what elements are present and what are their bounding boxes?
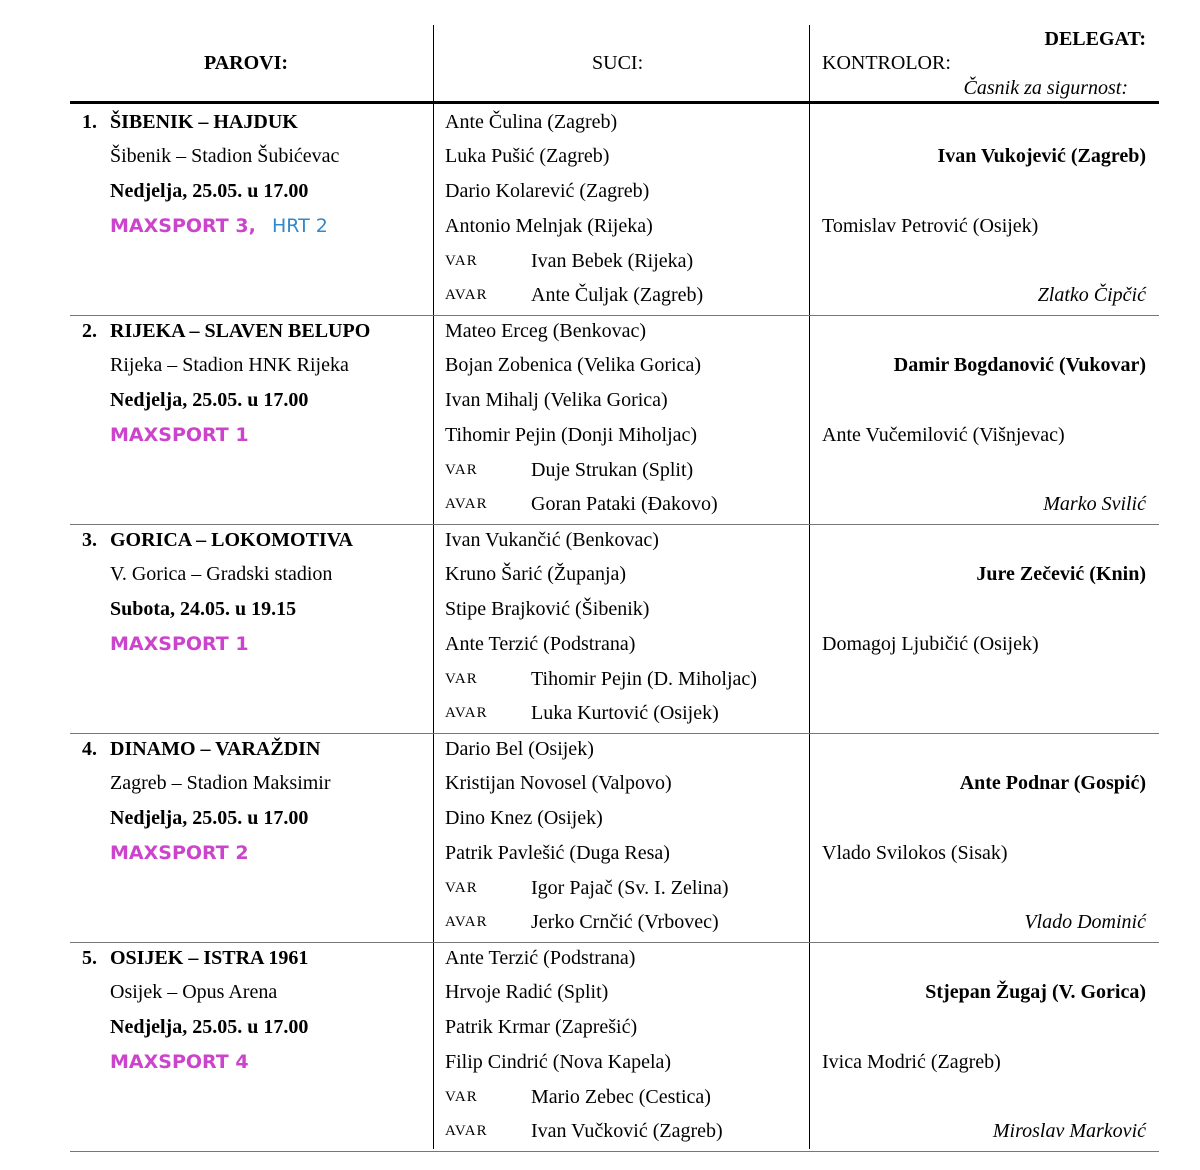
avar-referee: Luka Kurtović (Osijek) [531, 702, 719, 724]
row-divider [70, 733, 1159, 734]
match-date: Nedjelja, 25.05. u 17.00 [110, 1016, 309, 1038]
referee-main: Ante Čulina (Zagreb) [445, 111, 618, 133]
avar-referee: Jerko Crnčić (Vrbovec) [531, 911, 719, 933]
header-parovi: PAROVI: [204, 52, 289, 74]
row-divider [70, 524, 1159, 525]
referee-assistant-1: Bojan Zobenica (Velika Gorica) [445, 354, 702, 376]
header-divider [70, 101, 1159, 104]
var-referee: Tihomir Pejin (D. Miholjac) [531, 668, 757, 690]
match-date: Nedjelja, 25.05. u 17.00 [110, 807, 309, 829]
kontrolor-name: Vlado Svilokos (Sisak) [822, 842, 1008, 864]
match-date: Nedjelja, 25.05. u 17.00 [110, 389, 309, 411]
tv-channel: MAXSPORT 1 [110, 424, 249, 446]
match-teams: ŠIBENIK – HAJDUK [110, 111, 298, 133]
match-number: 1. [82, 111, 97, 133]
tv-channel: MAXSPORT 1 [110, 633, 249, 655]
column-separator [433, 25, 434, 1149]
referee-assistant-2: Stipe Brajković (Šibenik) [445, 598, 650, 620]
row-divider [70, 942, 1159, 943]
var-label: VAR [445, 462, 478, 478]
match-number: 3. [82, 529, 97, 551]
avar-label: AVAR [445, 1123, 488, 1139]
var-referee: Duje Strukan (Split) [531, 459, 694, 481]
var-referee: Igor Pajač (Sv. I. Zelina) [531, 877, 729, 899]
kontrolor-name: Ivica Modrić (Zagreb) [822, 1051, 1001, 1073]
casnik-name: Zlatko Čipčić [1037, 284, 1146, 306]
referee-assistant-2: Patrik Krmar (Zaprešić) [445, 1016, 638, 1038]
avar-label: AVAR [445, 914, 488, 930]
match-venue: V. Gorica – Gradski stadion [110, 563, 333, 585]
column-separator [809, 25, 810, 1149]
header-kontrolor: KONTROLOR: [822, 52, 951, 74]
avar-referee: Ivan Vučković (Zagreb) [531, 1120, 723, 1142]
referee-fourth: Filip Cindrić (Nova Kapela) [445, 1051, 672, 1073]
var-label: VAR [445, 880, 478, 896]
match-teams: DINAMO – VARAŽDIN [110, 738, 321, 760]
referee-assistant-2: Dino Knez (Osijek) [445, 807, 603, 829]
referee-main: Ante Terzić (Podstrana) [445, 947, 636, 969]
match-teams: GORICA – LOKOMOTIVA [110, 529, 353, 551]
referee-fourth: Ante Terzić (Podstrana) [445, 633, 636, 655]
referee-assistant-1: Kruno Šarić (Županja) [445, 563, 627, 585]
match-venue: Zagreb – Stadion Maksimir [110, 772, 331, 794]
referee-main: Mateo Erceg (Benkovac) [445, 320, 647, 342]
tv-channel: MAXSPORT 4 [110, 1051, 249, 1073]
referee-assistant-1: Kristijan Novosel (Valpovo) [445, 772, 672, 794]
delegat-name: Ivan Vukojević (Zagreb) [937, 145, 1146, 167]
avar-referee: Ante Čuljak (Zagreb) [531, 284, 704, 306]
match-number: 4. [82, 738, 97, 760]
referee-fourth: Tihomir Pejin (Donji Miholjac) [445, 424, 698, 446]
match-venue: Osijek – Opus Arena [110, 981, 278, 1003]
match-number: 2. [82, 320, 97, 342]
tv-channel: MAXSPORT 3, [110, 215, 256, 237]
var-referee: Ivan Bebek (Rijeka) [531, 250, 694, 272]
referee-main: Ivan Vukančić (Benkovac) [445, 529, 659, 551]
header-suci: SUCI: [592, 52, 644, 74]
delegat-name: Damir Bogdanović (Vukovar) [893, 354, 1146, 376]
tv-channel: MAXSPORT 2 [110, 842, 249, 864]
match-teams: OSIJEK – ISTRA 1961 [110, 947, 309, 969]
var-label: VAR [445, 1089, 478, 1105]
delegat-name: Ante Podnar (Gospić) [959, 772, 1146, 794]
avar-label: AVAR [445, 287, 488, 303]
row-divider [70, 315, 1159, 316]
referee-assistant-1: Hrvoje Radić (Split) [445, 981, 609, 1003]
delegat-name: Stjepan Žugaj (V. Gorica) [925, 981, 1146, 1003]
referee-assistant-1: Luka Pušić (Zagreb) [445, 145, 610, 167]
match-venue: Rijeka – Stadion HNK Rijeka [110, 354, 349, 376]
referee-fourth: Patrik Pavlešić (Duga Resa) [445, 842, 670, 864]
avar-label: AVAR [445, 705, 488, 721]
casnik-name: Marko Svilić [1043, 493, 1146, 515]
delegat-name: Jure Zečević (Knin) [976, 563, 1146, 585]
referee-assistant-2: Ivan Mihalj (Velika Gorica) [445, 389, 668, 411]
referee-main: Dario Bel (Osijek) [445, 738, 594, 760]
header-casnik: Časnik za sigurnost: [963, 77, 1128, 99]
avar-referee: Goran Pataki (Đakovo) [531, 493, 718, 515]
match-venue: Šibenik – Stadion Šubićevac [110, 145, 340, 167]
var-label: VAR [445, 671, 478, 687]
kontrolor-name: Ante Vučemilović (Višnjevac) [822, 424, 1065, 446]
match-date: Nedjelja, 25.05. u 17.00 [110, 180, 309, 202]
var-label: VAR [445, 253, 478, 269]
casnik-name: Vlado Dominić [1024, 911, 1146, 933]
match-number: 5. [82, 947, 97, 969]
kontrolor-name: Tomislav Petrović (Osijek) [822, 215, 1039, 237]
tv-channel-secondary: HRT 2 [272, 215, 328, 237]
match-teams: RIJEKA – SLAVEN BELUPO [110, 320, 371, 342]
match-date: Subota, 24.05. u 19.15 [110, 598, 297, 620]
referee-fourth: Antonio Melnjak (Rijeka) [445, 215, 653, 237]
avar-label: AVAR [445, 496, 488, 512]
kontrolor-name: Domagoj Ljubičić (Osijek) [822, 633, 1039, 655]
var-referee: Mario Zebec (Cestica) [531, 1086, 711, 1108]
header-delegat: DELEGAT: [1044, 28, 1146, 50]
referee-assistant-2: Dario Kolarević (Zagreb) [445, 180, 650, 202]
row-divider [70, 1151, 1159, 1152]
casnik-name: Miroslav Marković [992, 1120, 1146, 1142]
